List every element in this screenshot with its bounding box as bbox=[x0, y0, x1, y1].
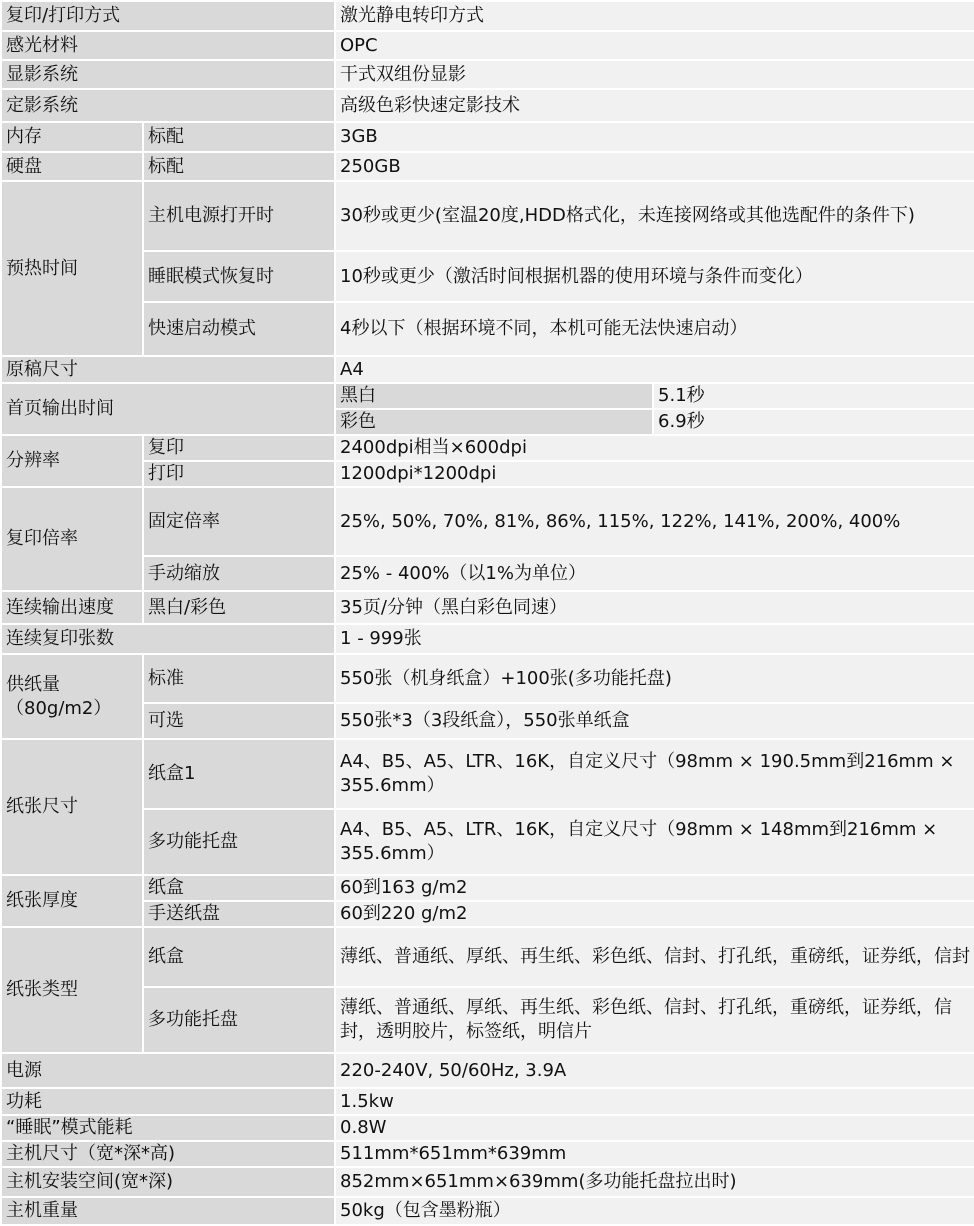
row-resolution-copy bbox=[1, 435, 974, 461]
row-consumption bbox=[1, 1088, 974, 1115]
power-value: 220-240V, 50/60Hz, 3.9A bbox=[335, 1053, 974, 1088]
warmup-label: 预热时间 bbox=[1, 181, 143, 356]
row-original-size bbox=[1, 356, 974, 383]
row-memory bbox=[1, 122, 974, 152]
multi-copy-value: 1 - 999张 bbox=[335, 624, 974, 654]
row-resolution-print bbox=[1, 461, 974, 487]
paper-type-tray-value: 薄纸、普通纸、厚纸、再生纸、彩色纸、信封、打孔纸，重磅纸，证券纸，信封 bbox=[335, 927, 974, 987]
paper-type-bypass-sub: 多功能托盘 bbox=[143, 987, 335, 1053]
row-zoom-manual bbox=[1, 556, 974, 591]
hdd-sub: 标配 bbox=[143, 152, 335, 181]
resolution-copy-sub: 复印 bbox=[143, 435, 335, 461]
row-paper-capacity-optional bbox=[1, 703, 974, 739]
warmup-power-on-sub: 主机电源打开时 bbox=[143, 181, 335, 251]
paper-weight-tray-value: 60到163 g/m2 bbox=[335, 875, 974, 901]
row-sleep-power bbox=[1, 1115, 974, 1141]
memory-label: 内存 bbox=[1, 122, 143, 152]
paper-capacity-optional-sub: 可选 bbox=[143, 703, 335, 739]
weight-value: 50kg（包含墨粉瓶） bbox=[335, 1197, 974, 1225]
paper-weight-manual-value: 60到220 g/m2 bbox=[335, 901, 974, 927]
paper-type-tray-sub: 纸盒 bbox=[143, 927, 335, 987]
paper-weight-manual-sub: 手送纸盘 bbox=[143, 901, 335, 927]
weight-label: 主机重量 bbox=[1, 1197, 335, 1225]
paper-capacity-label-line1: 供纸量 bbox=[6, 673, 60, 695]
sleep-power-label: “睡眠”模式能耗 bbox=[1, 1115, 335, 1141]
warmup-sleep-sub: 睡眠模式恢复时 bbox=[143, 251, 335, 302]
paper-size-label: 纸张尺寸 bbox=[1, 739, 143, 875]
paper-size-tray1-value: A4、B5、A5、LTR、16K，自定义尺寸（98mm × 190.5mm到216mm × 355.6mm） bbox=[335, 739, 974, 809]
row-dimensions bbox=[1, 1141, 974, 1167]
paper-type-bypass-value: 薄纸、普通纸、厚纸、再生纸、彩色纸、信封、打孔纸，重磅纸，证券纸，信封，透明胶片，标签纸，明信片 bbox=[335, 987, 974, 1053]
row-paper-type-bypass bbox=[1, 987, 974, 1053]
speed-label: 连续输出速度 bbox=[1, 591, 143, 624]
hdd-label: 硬盘 bbox=[1, 152, 143, 181]
fixing-value: 高级色彩快速定影技术 bbox=[335, 89, 974, 122]
paper-weight-tray-sub: 纸盒 bbox=[143, 875, 335, 901]
row-weight bbox=[1, 1197, 974, 1225]
warmup-sleep-value: 10秒或更少（激活时间根据机器的使用环境与条件而变化） bbox=[335, 251, 974, 302]
dimensions-label: 主机尺寸（宽*深*高) bbox=[1, 1141, 335, 1167]
row-warmup-sleep bbox=[1, 251, 974, 302]
install-space-label: 主机安装空间(宽*深) bbox=[1, 1167, 335, 1197]
copy-print-method-label: 复印/打印方式 bbox=[1, 1, 335, 31]
row-zoom-fixed bbox=[1, 487, 974, 556]
row-photoconductor bbox=[1, 31, 974, 60]
zoom-manual-value: 25% - 400%（以1%为单位） bbox=[335, 556, 974, 591]
row-install-space bbox=[1, 1167, 974, 1197]
paper-weight-label: 纸张厚度 bbox=[1, 875, 143, 927]
paper-capacity-label-line2: （80g/m2） bbox=[6, 697, 112, 719]
row-paper-size-tray1 bbox=[1, 739, 974, 809]
speed-sub: 黑白/彩色 bbox=[143, 591, 335, 624]
paper-size-bypass-sub: 多功能托盘 bbox=[143, 809, 335, 875]
warmup-quick-sub: 快速启动模式 bbox=[143, 302, 335, 356]
row-warmup-power-on bbox=[1, 181, 974, 251]
row-copy-print-method bbox=[1, 1, 974, 31]
paper-capacity-standard-value: 550张（机身纸盒）+100张(多功能托盘) bbox=[335, 654, 974, 703]
zoom-fixed-value: 25%, 50%, 70%, 81%, 86%, 115%, 122%, 141%, 200%, 400% bbox=[335, 487, 974, 556]
row-paper-capacity-standard bbox=[1, 654, 974, 703]
multi-copy-label: 连续复印张数 bbox=[1, 624, 335, 654]
original-size-label: 原稿尺寸 bbox=[1, 356, 335, 383]
zoom-manual-sub: 手动缩放 bbox=[143, 556, 335, 591]
consumption-value: 1.5kw bbox=[335, 1088, 974, 1115]
paper-size-tray1-sub: 纸盒1 bbox=[143, 739, 335, 809]
photoconductor-label: 感光材料 bbox=[1, 31, 335, 60]
memory-sub: 标配 bbox=[143, 122, 335, 152]
paper-capacity-standard-sub: 标准 bbox=[143, 654, 335, 703]
first-out-label: 首页输出时间 bbox=[1, 383, 335, 435]
paper-type-label: 纸张类型 bbox=[1, 927, 143, 1053]
row-hdd bbox=[1, 152, 974, 181]
row-paper-type-tray bbox=[1, 927, 974, 987]
developing-label: 显影系统 bbox=[1, 60, 335, 89]
hdd-value: 250GB bbox=[335, 152, 974, 181]
paper-capacity-optional-value: 550张*3（3段纸盒），550张单纸盒 bbox=[335, 703, 974, 739]
copy-print-method-value: 激光静电转印方式 bbox=[335, 1, 974, 31]
paper-capacity-label bbox=[1, 654, 143, 739]
row-paper-weight-manual bbox=[1, 901, 974, 927]
warmup-quick-value: 4秒以下（根据环境不同，本机可能无法快速启动） bbox=[335, 302, 974, 356]
paper-size-bypass-value: A4、B5、A5、LTR、16K，自定义尺寸（98mm × 148mm到216mm × 355.6mm） bbox=[335, 809, 974, 875]
row-first-out-bw bbox=[1, 383, 974, 409]
row-paper-size-bypass bbox=[1, 809, 974, 875]
first-out-color-sub: 彩色 bbox=[335, 409, 653, 435]
first-out-bw-sub: 黑白 bbox=[335, 383, 653, 409]
zoom-fixed-sub: 固定倍率 bbox=[143, 487, 335, 556]
consumption-label: 功耗 bbox=[1, 1088, 335, 1115]
resolution-print-value: 1200dpi*1200dpi bbox=[335, 461, 974, 487]
warmup-power-on-value: 30秒或更少(室温20度,HDD格式化，未连接网络或其他选配件的条件下) bbox=[335, 181, 974, 251]
sleep-power-value: 0.8W bbox=[335, 1115, 974, 1141]
dimensions-value: 511mm*651mm*639mm bbox=[335, 1141, 974, 1167]
first-out-bw-value: 5.1秒 bbox=[653, 383, 974, 409]
row-power bbox=[1, 1053, 974, 1088]
power-label: 电源 bbox=[1, 1053, 335, 1088]
speed-value: 35页/分钟（黑白彩色同速） bbox=[335, 591, 974, 624]
resolution-copy-value: 2400dpi相当×600dpi bbox=[335, 435, 974, 461]
resolution-print-sub: 打印 bbox=[143, 461, 335, 487]
developing-value: 干式双组份显影 bbox=[335, 60, 974, 89]
install-space-value: 852mm×651mm×639mm(多功能托盘拉出时) bbox=[335, 1167, 974, 1197]
memory-value: 3GB bbox=[335, 122, 974, 152]
row-paper-weight-tray bbox=[1, 875, 974, 901]
row-multi-copy bbox=[1, 624, 974, 654]
row-fixing bbox=[1, 89, 974, 122]
original-size-value: A4 bbox=[335, 356, 974, 383]
row-developing bbox=[1, 60, 974, 89]
row-warmup-quick bbox=[1, 302, 974, 356]
first-out-color-value: 6.9秒 bbox=[653, 409, 974, 435]
zoom-label: 复印倍率 bbox=[1, 487, 143, 591]
row-speed bbox=[1, 591, 974, 624]
resolution-label: 分辨率 bbox=[1, 435, 143, 487]
fixing-label: 定影系统 bbox=[1, 89, 335, 122]
photoconductor-value: OPC bbox=[335, 31, 974, 60]
